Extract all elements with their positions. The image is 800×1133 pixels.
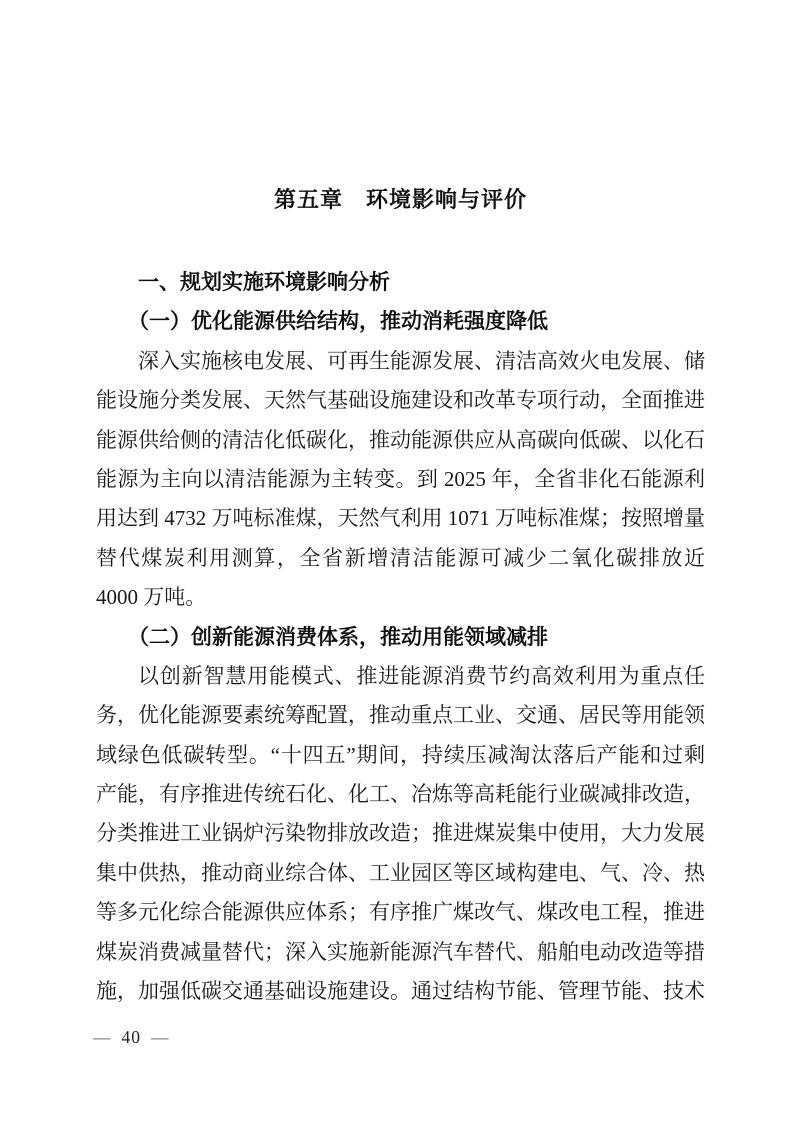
page-content xyxy=(96,0,705,1011)
text-line: 以创新智慧用能模式、推进能源消费节约高效利用为重点任 xyxy=(138,663,705,688)
text-line: 域绿色低碳转型。“十四五”期间，持续压减淘汰落后产能和过剩 xyxy=(96,742,705,767)
text-line: 能源为主向以清洁能源为主转变。到 2025 年，全省非化石能源利 xyxy=(96,466,705,491)
text-line: 能源供给侧的清洁化低碳化，推动能源供应从高碳向低碳、以化石 xyxy=(96,427,705,452)
text-line: 4000 万吨。 xyxy=(96,585,207,610)
text-line: 等多元化综合能源供应体系；有序推广煤改气、煤改电工程，推进 xyxy=(96,900,705,925)
paragraph-1 xyxy=(96,342,705,618)
paragraph-2 xyxy=(96,657,705,1012)
body-flow xyxy=(96,263,705,1011)
subsection-heading-1: （一）优化能源供给结构，推动消耗强度降低 xyxy=(128,309,548,334)
text-line: 集中供热，推动商业综合体、工业园区等区域构建电、气、冷、热 xyxy=(96,860,705,885)
section-heading: 一、规划实施环境影响分析 xyxy=(138,271,390,294)
folio-right-dash: — xyxy=(151,1027,170,1047)
chapter-title: 第五章 环境影响与评价 xyxy=(273,187,527,212)
subsection-heading-2: （二）创新能源消费体系，推动用能领域减排 xyxy=(128,624,548,649)
text-line: 分类推进工业锅炉污染物排放改造；推进煤炭集中使用，大力发展 xyxy=(96,821,705,846)
text-line: 产能，有序推进传统石化、化工、冶炼等高耗能行业碳减排改造， xyxy=(96,782,705,807)
text-line: 务，优化能源要素统筹配置，推动重点工业、交通、居民等用能领 xyxy=(96,703,705,728)
text-line: 用达到 4732 万吨标准煤，天然气利用 1071 万吨标准煤；按照增量 xyxy=(96,506,705,531)
text-line: 煤炭消费减量替代；深入实施新能源汽车替代、船舶电动改造等措 xyxy=(96,939,705,964)
text-line: 替代煤炭利用测算，全省新增清洁能源可减少二氧化碳排放近 xyxy=(96,545,705,570)
folio-number: 40 xyxy=(121,1027,141,1047)
text-line: 能设施分类发展、天然气基础设施建设和改革专项行动，全面推进 xyxy=(96,388,705,413)
text-line: 深入实施核电发展、可再生能源发展、清洁高效火电发展、储 xyxy=(138,348,705,373)
folio-left-dash: — xyxy=(93,1027,112,1047)
page-number xyxy=(93,1023,170,1051)
text-line: 施，加强低碳交通基础设施建设。通过结构节能、管理节能、技术 xyxy=(96,979,705,1004)
